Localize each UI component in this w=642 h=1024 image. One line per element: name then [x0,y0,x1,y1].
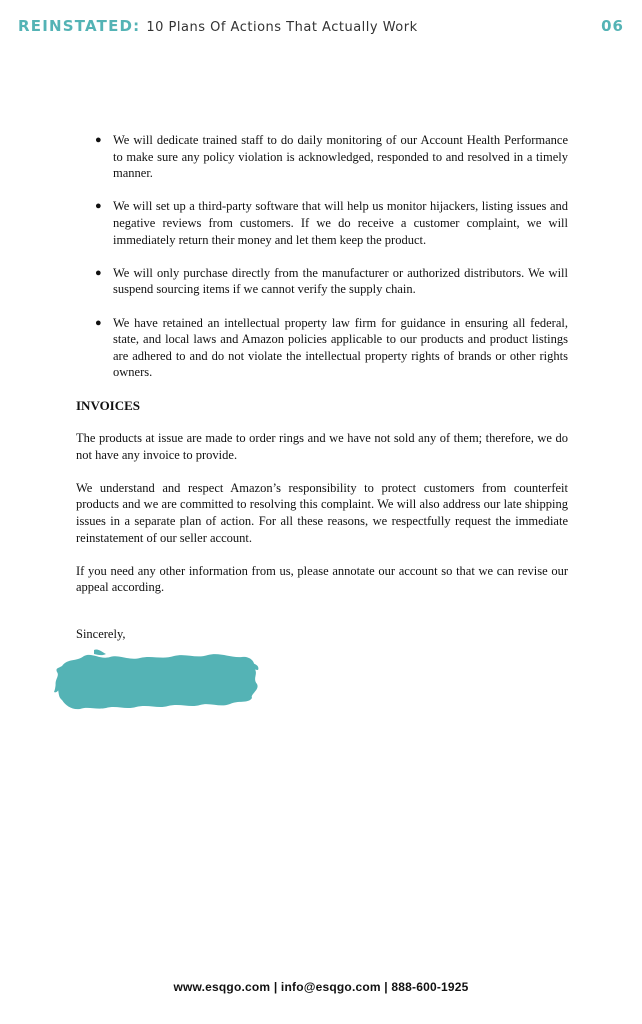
bullet-icon: ● [95,266,102,279]
list-item [76,265,568,298]
redacted-signature [54,648,260,710]
header-title [18,17,418,35]
letter-body [76,132,568,643]
list-item [76,132,568,182]
invoices-paragraph: The products at issue are made to order rings and we have not sold any of them; therefore, we do not have any invoice to provide. [76,431,568,462]
action-plan-list [76,132,568,381]
bullet-icon: ● [95,316,102,329]
contact-paragraph: If you need any other information from us, please annotate our account so that we can revise our appeal according. [76,563,568,595]
list-item [76,315,568,381]
bullet-icon: ● [95,200,102,213]
list-item-text: We have retained an intellectual property law firm for guidance in ensuring all federal, state, and local laws and Amazon policies applicable to our products and product listings are adhered to and do not violate the intellectual property rights of brands or other rights owners. [113,315,568,380]
page-footer: www.esqgo.com | info@esqgo.com | 888-600-1925 [173,980,469,994]
header-subtitle: 10 Plans Of Actions That Actually Work [146,20,418,35]
brand-label: REINSTATED: [18,17,141,35]
bullet-icon: ● [95,134,102,146]
list-item-text: We will set up a third-party software that will help us monitor hijackers, listing issues and negative reviews from customers. If we do receive a customer complaint, we will immediately return their money and let them keep the product. [113,199,568,247]
page-number: 06 [601,17,624,35]
invoices-heading: INVOICES [76,397,141,413]
closing-salutation: Sincerely, [76,627,126,642]
list-item [76,198,568,248]
list-item-text: We will dedicate trained staff to do daily monitoring of our Account Health Performance to make sure any policy violation is acknowledged, responded to and resolved in a timely manner. [113,133,568,181]
list-item-text: We will only purchase directly from the manufacturer or authorized distributors. We will suspend sourcing items if we cannot verify the supply chain. [113,265,568,297]
page-header [18,14,624,38]
commitment-paragraph: We understand and respect Amazon’s responsibility to protect customers from counterfeit products and we are committed to resolving this complaint. We will also address our late shipping issues in a separate plan of action. For all these reasons, we respectfully request the immediate reinstatement of our seller account. [76,480,568,545]
